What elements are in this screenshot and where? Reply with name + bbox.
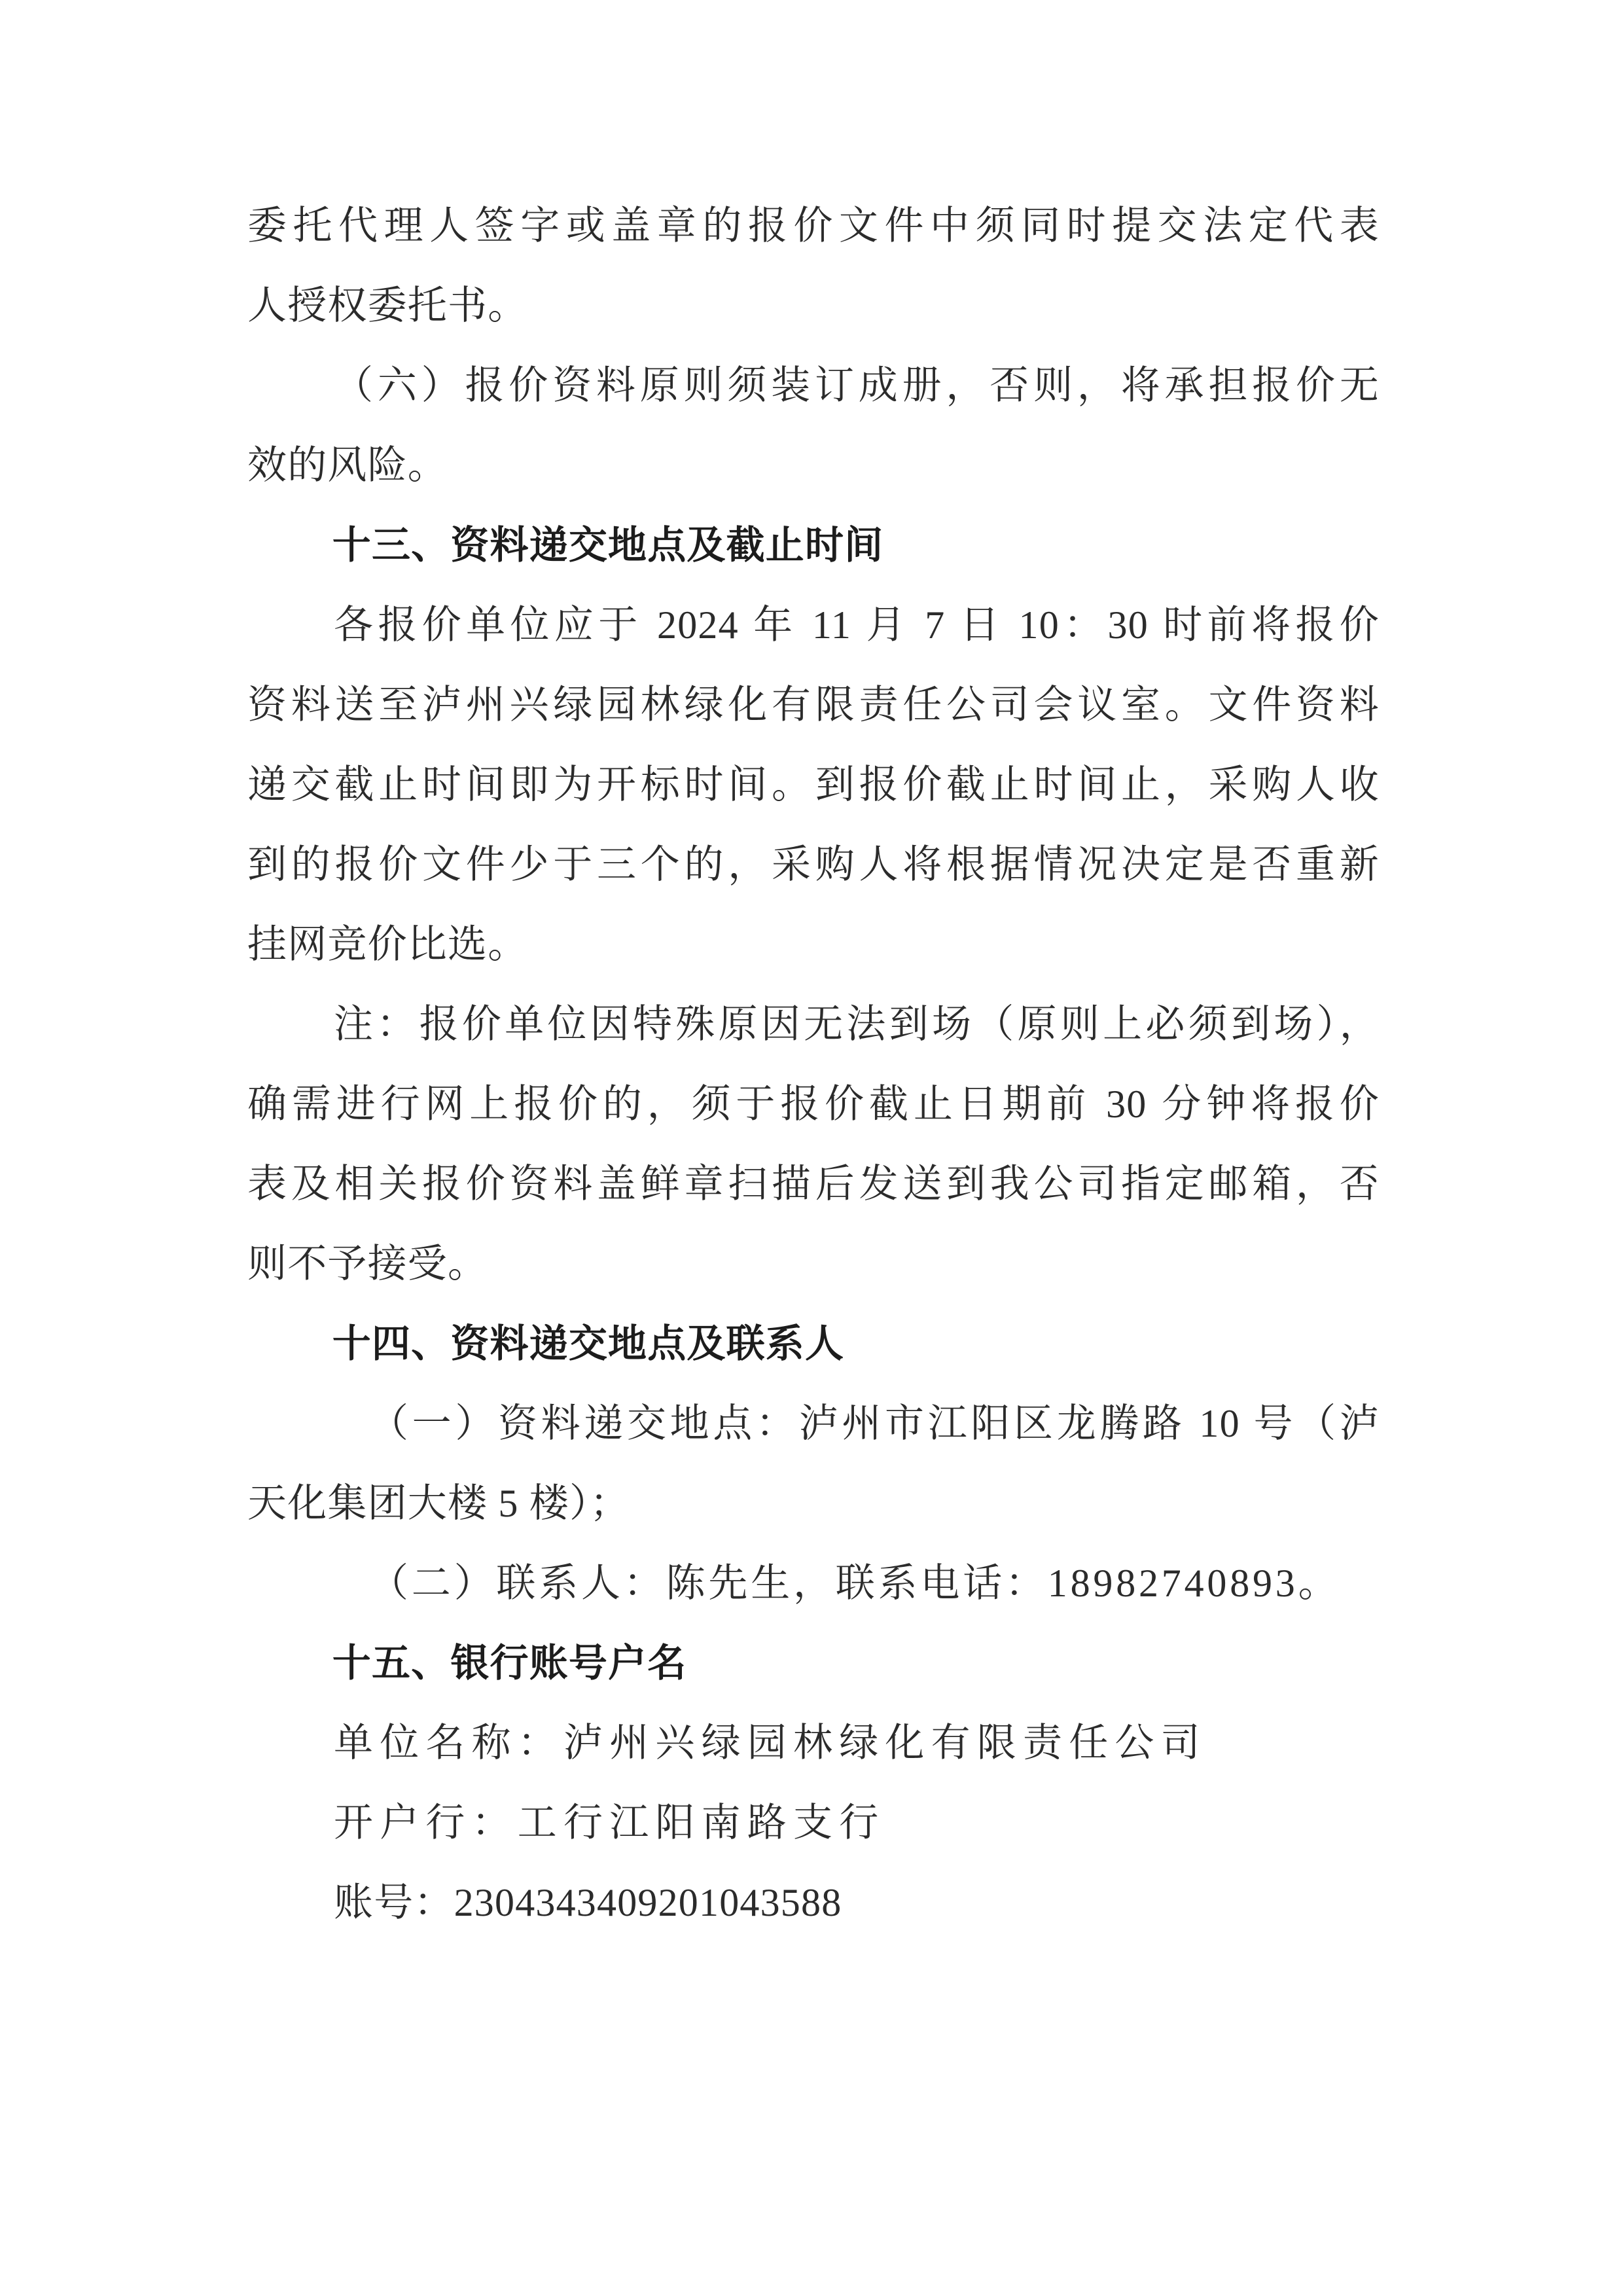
body-line: 委托代理人签字或盖章的报价文件中须同时提交法定代表 xyxy=(247,204,1380,247)
company-name-line: 单位名称：泸州兴绿园林绿化有限责任公司 xyxy=(334,1721,1207,1765)
bank-account-line: 账号：2304343409201043588 xyxy=(334,1881,842,1924)
body-line: 表及相关报价资料盖鲜章扫描后发送到我公司指定邮箱，否 xyxy=(247,1162,1380,1206)
contact-phone-line: （二）联系人：陈先生，联系电话：18982740893。 xyxy=(369,1562,1341,1605)
body-line: 人授权委托书。 xyxy=(247,284,528,327)
heading-section-14: 十四、资料递交地点及联系人 xyxy=(332,1322,845,1365)
body-line: 则不予接受。 xyxy=(247,1242,488,1285)
bank-branch-line: 开户行：工行江阳南路支行 xyxy=(334,1801,885,1844)
body-line: 递交截止时间即为开标时间。到报价截止时间止，采购人收 xyxy=(247,763,1380,806)
body-line: 效的风险。 xyxy=(247,444,448,487)
body-line: 挂网竞价比选。 xyxy=(247,923,528,966)
delivery-address-line: （一）资料递交地点：泸州市江阳区龙腾路 10 号（泸 xyxy=(369,1402,1380,1445)
heading-section-15: 十五、银行账号户名 xyxy=(332,1641,687,1685)
note-line: 注：报价单位因特殊原因无法到场（原则上必须到场）， xyxy=(334,1003,1380,1046)
body-line: 天化集团大楼 5 楼）； xyxy=(247,1482,630,1525)
body-line: （六）报价资料原则须装订成册，否则，将承担报价无 xyxy=(334,364,1380,407)
body-line: 资料送至泸州兴绿园林绿化有限责任公司会议室。文件资料 xyxy=(247,683,1380,726)
body-line: 到的报价文件少于三个的，采购人将根据情况决定是否重新 xyxy=(247,843,1380,886)
page-content xyxy=(247,186,1380,1943)
body-line: 确需进行网上报价的，须于报价截止日期前 30 分钟将报价 xyxy=(247,1083,1380,1126)
heading-section-13: 十三、资料递交地点及截止时间 xyxy=(332,524,884,567)
body-line: 各报价单位应于 2024 年 11 月 7 日 10：30 时前将报价 xyxy=(334,603,1380,647)
